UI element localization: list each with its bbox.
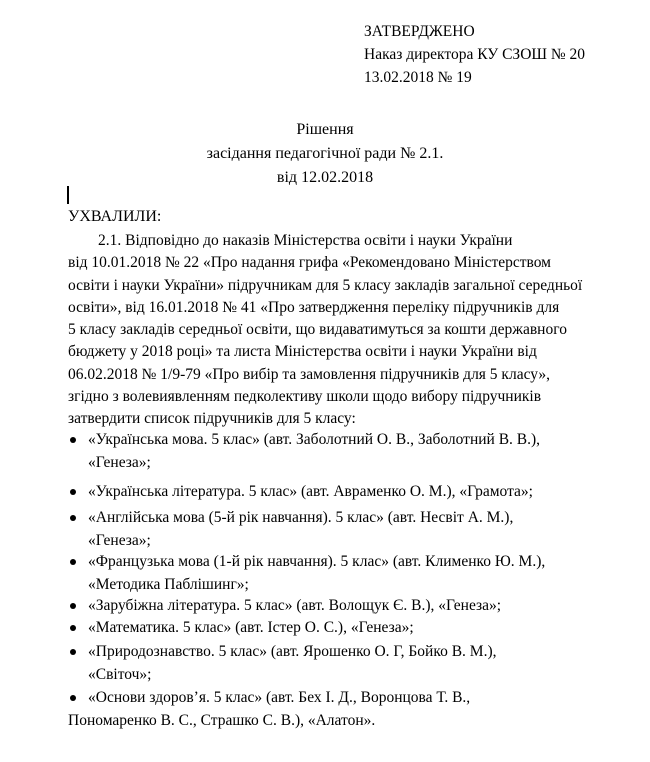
decision-title: Рішення <box>296 121 354 138</box>
paragraph-line: згідно з волевиявленням педколективу школи щодо вибору підручників <box>68 388 542 406</box>
paragraph-line: 2.1. Відповідно до наказів Міністерства освіти і науки України <box>98 232 513 249</box>
bullet-icon <box>70 437 76 443</box>
list-item-line: «Математика. 5 клас» (авт. Істер О. С.), «Генеза»; <box>88 619 414 636</box>
list-item <box>88 428 608 474</box>
list-item <box>88 480 608 503</box>
paragraph-line: освіти і науки України» підручникам для 5 класу закладів загальної середньої <box>68 276 583 294</box>
list-item-line: «Українська література. 5 клас» (авт. Авраменко О. М.), «Грамота»; <box>88 483 533 500</box>
bullet-icon <box>70 603 76 609</box>
list-item-line: Пономаренко В. С., Страшко С. В.), «Алатон». <box>68 712 376 729</box>
text-cursor <box>67 186 69 204</box>
list-item-line: «Методика Паблішинг»; <box>88 576 249 593</box>
decision-date: від 12.02.2018 <box>276 169 374 186</box>
list-item <box>88 640 608 686</box>
approval-date: 13.02.2018 № 19 <box>364 69 472 86</box>
list-item <box>88 616 608 639</box>
paragraph-line: освіти», від 16.01.2018 № 41 «Про затвердження переліку підручників для <box>68 298 560 316</box>
list-item-line: «Основи здоров’я. 5 клас» (авт. Бех І. Д., Воронцова Т. В., <box>88 689 471 706</box>
bullet-icon <box>70 489 76 495</box>
paragraph-line: 5 класу закладів середньої освіти, що видаватимуться за кошти державного <box>68 321 567 339</box>
list-item-line: «Генеза»; <box>88 454 151 471</box>
resolved-label: УХВАЛИЛИ: <box>68 208 162 225</box>
paragraph-line: затвердити список підручників для 5 класу: <box>68 410 356 428</box>
approval-block <box>364 20 585 89</box>
list-item-line: «Українська мова. 5 клас» (авт. Заболотний О. В., Заболотний В. В.), <box>88 431 541 448</box>
list-item-line: «Світоч»; <box>88 666 152 683</box>
list-item-line: «Зарубіжна література. 5 клас» (авт. Волощук Є. В.), «Генеза»; <box>88 597 502 614</box>
list-item-line: «Французька мова (1-й рік навчання). 5 клас» (авт. Клименко Ю. М.), <box>88 553 546 570</box>
list-item-line: «Англійська мова (5-й рік навчання). 5 клас» (авт. Несвіт А. М.), <box>88 509 514 526</box>
list-item <box>68 686 608 732</box>
list-item-line: «Природознавство. 5 клас» (авт. Ярошенко О. Г, Бойко В. М.), <box>88 643 497 660</box>
approval-title: ЗАТВЕРДЖЕНО <box>364 23 475 40</box>
list-item <box>88 506 608 552</box>
resolution-paragraph <box>68 230 606 431</box>
bullet-icon <box>70 515 76 521</box>
paragraph-line: бюджету у 2018 році» та листа Міністерства освіти і науки України від <box>68 343 537 361</box>
bullet-icon <box>70 649 76 655</box>
paragraph-line: 06.02.2018 № 1/9-79 «Про вибір та замовлення підручників для 5 класу», <box>68 365 551 383</box>
list-item <box>88 550 608 596</box>
bullet-icon <box>70 695 76 701</box>
bullet-icon <box>70 559 76 565</box>
bullet-icon <box>70 625 76 631</box>
paragraph-line: від 10.01.2018 № 22 «Про надання грифа «Рекомендовано Міністерством <box>68 254 551 272</box>
list-item-line: «Генеза»; <box>88 532 151 549</box>
list-item <box>88 594 608 617</box>
approval-order: Наказ директора КУ СЗОШ № 20 <box>364 46 586 63</box>
decision-meeting: засідання педагогічної ради № 2.1. <box>206 145 444 162</box>
